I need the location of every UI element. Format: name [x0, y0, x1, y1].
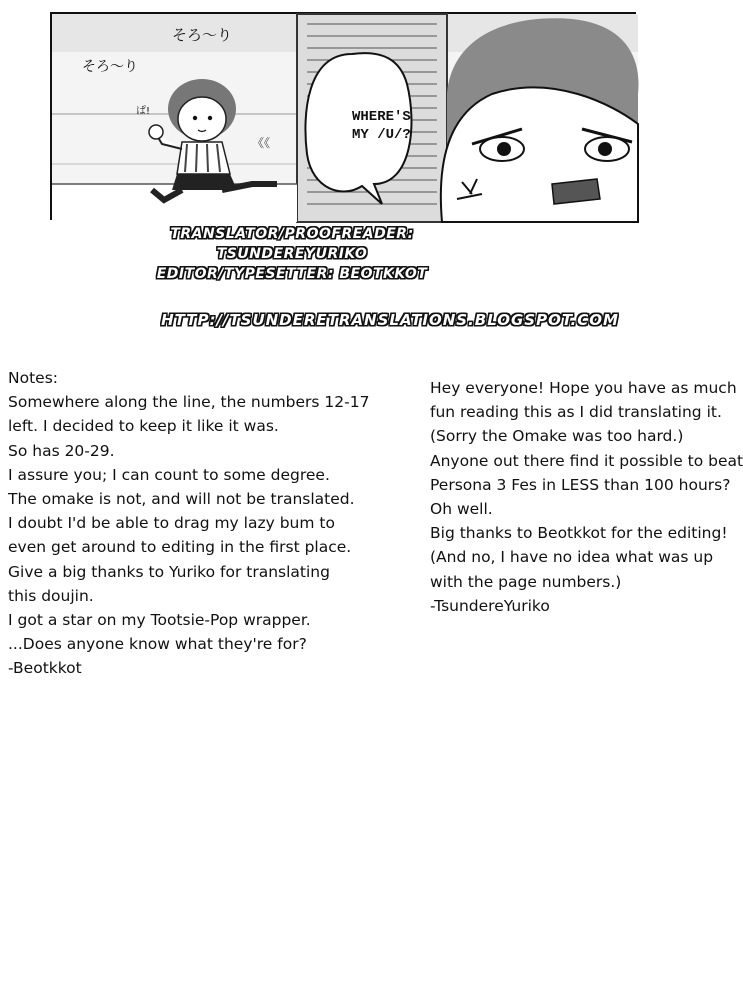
- notes-left-column: [8, 366, 370, 681]
- note-line: I doubt I'd be able to drag my lazy bum to: [8, 514, 335, 533]
- note-line: Big thanks to Beotkkot for the editing!: [430, 524, 728, 543]
- note-line: fun reading this as I did translating it.: [430, 403, 722, 422]
- speech-line: WHERE'S: [352, 109, 411, 125]
- note-line: even get around to editing in the first place.: [8, 538, 352, 557]
- note-line: Oh well.: [430, 500, 493, 519]
- manga-panel: [50, 12, 636, 220]
- credit-translator-name: TSUNDEREYURIKO: [216, 246, 368, 262]
- speech-line: MY /U/?: [352, 127, 411, 143]
- note-line: -TsundereYuriko: [430, 596, 550, 615]
- note-line: left. I decided to keep it like it was.: [8, 417, 279, 436]
- note-line: (Sorry the Omake was too hard.): [430, 427, 684, 446]
- note-line: Persona 3 Fes in LESS than 100 hours?: [430, 475, 731, 494]
- note-line: Notes:: [8, 369, 58, 387]
- note-line: The omake is not, and will not be translated.: [8, 490, 355, 509]
- credit-translator-label: TRANSLATOR/PROOFREADER:: [170, 226, 414, 242]
- note-line: Hey everyone! Hope you have as much: [430, 379, 737, 397]
- note-line: Somewhere along the line, the numbers 12-17: [8, 393, 370, 412]
- sound-effect: そろ～り: [82, 59, 138, 75]
- notes-right-column: [430, 376, 743, 618]
- credit-editor: EDITOR/TYPESETTER: BEOTKKOT: [156, 266, 428, 282]
- note-line: I assure you; I can count to some degree.: [8, 465, 330, 484]
- sound-effect: ぱ!: [136, 106, 151, 117]
- note-line: Give a big thanks to Yuriko for translating: [8, 562, 330, 581]
- note-line: -Beotkkot: [8, 659, 82, 678]
- sound-effect: 《《: [252, 136, 271, 150]
- note-line: (And no, I have no idea what was up: [430, 548, 714, 567]
- note-line: ...Does anyone know what they're for?: [8, 635, 307, 654]
- note-line: I got a star on my Tootsie-Pop wrapper.: [8, 611, 311, 630]
- note-line: this doujin.: [8, 586, 94, 605]
- note-line: with the page numbers.): [430, 572, 622, 591]
- note-line: So has 20-29.: [8, 441, 115, 460]
- panel-artwork: [52, 14, 638, 222]
- speech-bubble-text: [352, 108, 492, 144]
- note-line: Anyone out there find it possible to beat: [430, 451, 743, 470]
- sound-effect: そろ～り: [172, 26, 233, 44]
- credit-url: HTTP://TSUNDERETRANSLATIONS.BLOGSPOT.COM: [161, 311, 619, 329]
